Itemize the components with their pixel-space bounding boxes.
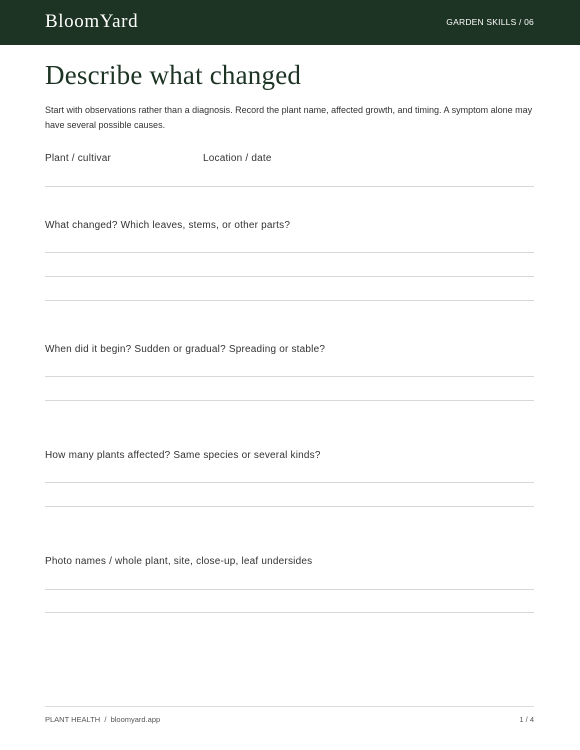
footer-source: PLANT HEALTH / bloomyard.app (45, 715, 161, 724)
section-label: GARDEN SKILLS / 06 (446, 17, 534, 27)
photo-names-label: Photo names / whole plant, site, close-up, leaf undersides (45, 556, 313, 567)
when-began-label: When did it begin? Sudden or gradual? Spreading or stable? (45, 344, 326, 355)
photo-names-write-line-2[interactable] (45, 612, 534, 613)
what-changed-write-line-2[interactable] (45, 276, 534, 277)
location-date-label: Location / date (203, 153, 272, 164)
what-changed-write-line-1[interactable] (45, 252, 534, 253)
photo-names-write-line-1[interactable] (45, 589, 534, 590)
what-changed-write-line-3[interactable] (45, 300, 534, 301)
when-began-write-line-1[interactable] (45, 376, 534, 377)
intro-text: Start with observations rather than a diagnosis. Record the plant name, affected growth, and timing. A symptom alone may have several possible causes. (45, 105, 533, 130)
when-began-write-line-2[interactable] (45, 400, 534, 401)
how-many-write-line-1[interactable] (45, 482, 534, 483)
how-many-label: How many plants affected? Same species or several kinds? (45, 450, 321, 461)
plant-cultivar-label: Plant / cultivar (45, 153, 112, 164)
brand-logo-text: BloomYard (45, 11, 139, 32)
how-many-write-line-2[interactable] (45, 506, 534, 507)
page-number: 1 / 4 (519, 715, 534, 724)
page-title: Describe what changed (45, 60, 302, 90)
top-bar (0, 0, 580, 45)
footer-divider (45, 706, 534, 707)
plant-location-write-line[interactable] (45, 186, 534, 187)
what-changed-label: What changed? Which leaves, stems, or other parts? (45, 220, 291, 231)
